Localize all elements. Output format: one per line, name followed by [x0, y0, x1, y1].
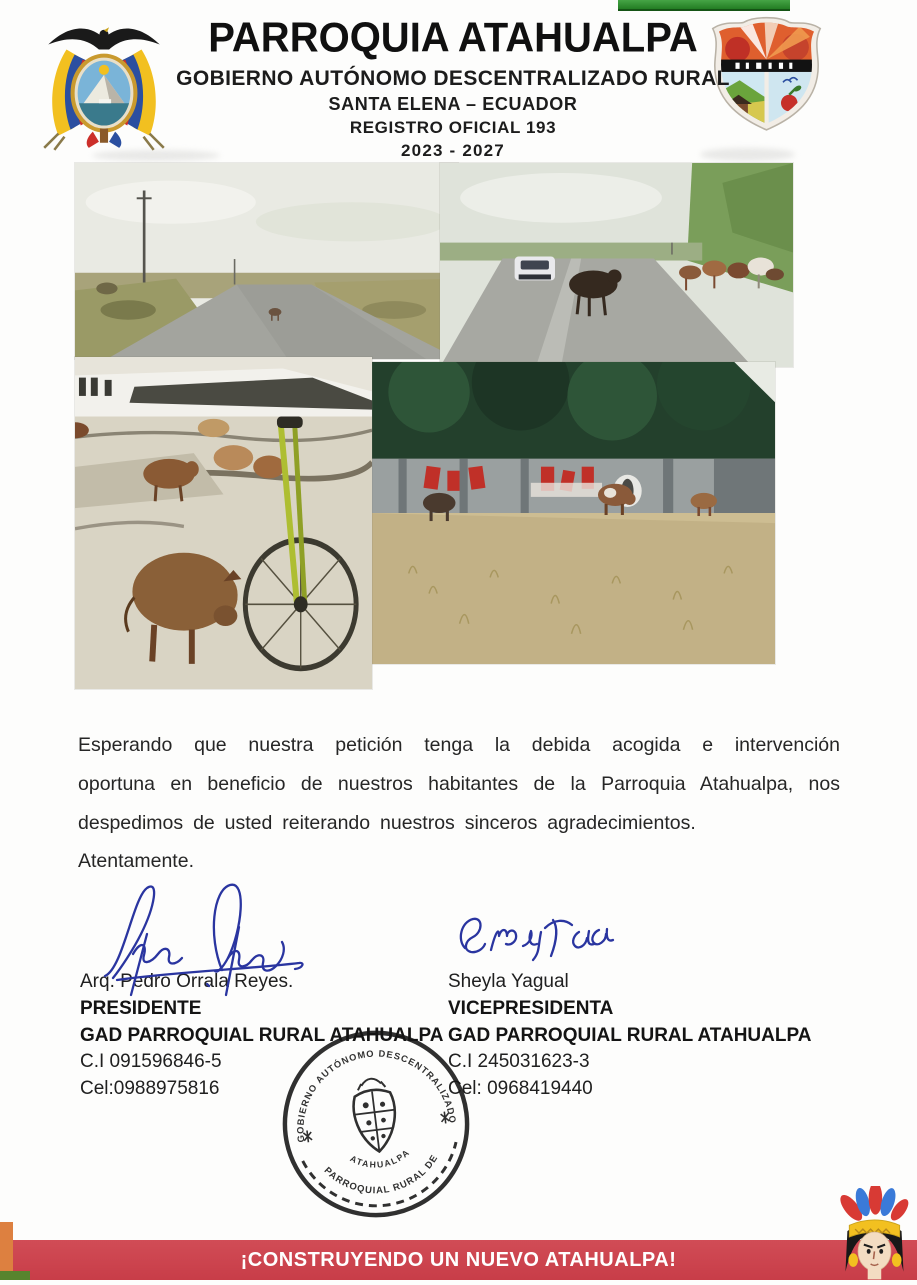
president-phone: Cel:0988975816 — [80, 1078, 220, 1100]
president-name: Arq. Pedro Orrala Reyes. — [80, 971, 294, 992]
president-org: GAD PARROQUIAL RURAL ATAHUALPA — [80, 1024, 444, 1046]
stamp-bottom-text: PARROQUIAL RURAL DE — [321, 1152, 441, 1197]
photo-road-with-dog — [75, 163, 458, 359]
footer-banner — [0, 1240, 917, 1280]
president-signature — [88, 872, 320, 997]
paragraph-line: Esperando que nuestra petición tenga la debida acogida e intervención — [78, 734, 840, 756]
letterhead-green-bar — [618, 0, 790, 11]
paragraph-line: despedimos de usted reiterando nuestros sinceros agradecimientos. — [78, 812, 696, 834]
photo-collage — [70, 158, 785, 694]
header-line-gobierno: GOBIERNO AUTÓNOMO DESCENTRALIZADO RURAL — [176, 67, 730, 90]
photo-pigs-field — [368, 362, 775, 664]
president-id: C.I 091596846-5 — [80, 1051, 222, 1073]
official-stamp — [276, 1025, 476, 1223]
header-line-provincia: SANTA ELENA – ECUADOR — [328, 94, 578, 114]
vicepresident-signature — [448, 906, 620, 964]
letterhead — [158, 16, 748, 161]
vicepresident-id: C.I 245031623-3 — [448, 1051, 590, 1073]
atahualpa-mascot-icon — [830, 1186, 917, 1280]
photo-pigs-street — [75, 357, 372, 689]
footer-slogan: ¡CONSTRUYENDO UN NUEVO ATAHUALPA! — [240, 1249, 677, 1271]
header-line-registro: REGISTRO OFICIAL 193 — [349, 118, 557, 137]
photo-cattle-crossing — [440, 163, 793, 367]
vicepresident-role: VICEPRESIDENTA — [448, 997, 614, 1019]
page-title: PARROQUIA ATAHUALPA — [208, 15, 698, 61]
body-paragraph — [78, 726, 840, 843]
header-line-periodo: 2023 - 2027 — [401, 141, 505, 160]
stamp-top-text: GOBIERNO AUTÓNOMO DESCENTRALIZADO — [295, 1048, 458, 1143]
vicepresident-block — [448, 969, 811, 1103]
paragraph-line: oportuna en beneficio de nuestros habitantes de la Parroquia Atahualpa, nos — [78, 773, 840, 795]
vicepresident-org: GAD PARROQUIAL RURAL ATAHUALPA — [448, 1024, 812, 1046]
left-edge-green-patch — [0, 1271, 30, 1280]
president-role: PRESIDENTE — [80, 997, 202, 1019]
closing-text: Atentamente. — [78, 850, 194, 872]
stamp-bottom-text2: ATAHUALPA — [348, 1146, 413, 1170]
vicepresident-phone: Cel: 0968419440 — [448, 1078, 593, 1100]
vicepresident-name: Sheyla Yagual — [448, 971, 569, 992]
